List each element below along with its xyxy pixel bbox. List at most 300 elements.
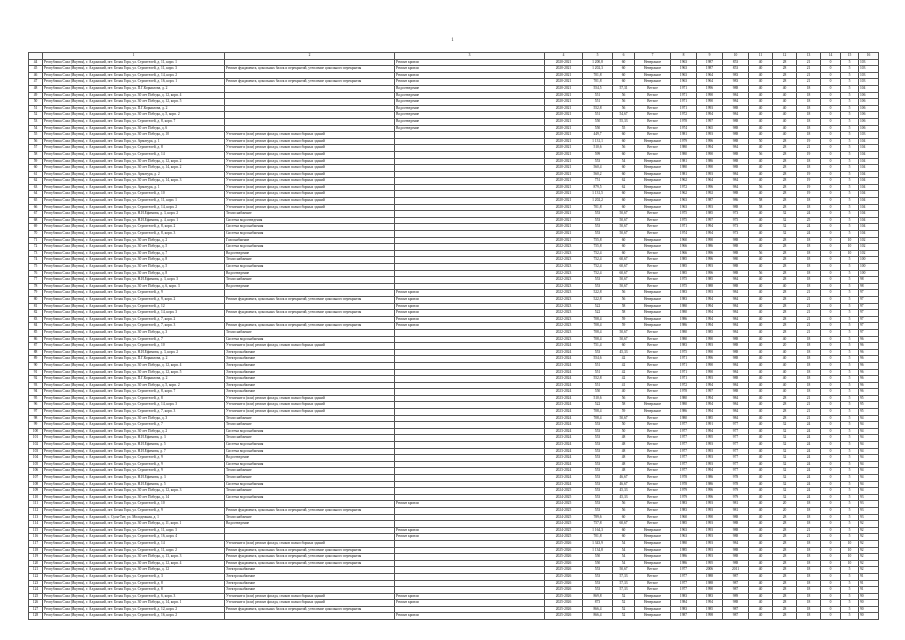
table-cell: 40 [749, 409, 773, 416]
table-cell: Республика Саха (Якутия), г. Алданский, пгт. Белая Гора, ул. Строителей, д. 8, корп. 7 [43, 118, 225, 125]
table-cell: 40 [749, 310, 773, 317]
table-cell: 40 [749, 132, 773, 139]
table-cell: 553 [583, 580, 613, 587]
table-cell: Теплоснабжение [225, 488, 395, 495]
table-cell [225, 105, 395, 112]
table-cell: Республика Саха (Якутия), г. Алданский, пгт. Белая Гора, ул. Н.И.Ефимова, д. 3 [43, 475, 225, 482]
table-cell: 553 [583, 587, 613, 594]
table-row [29, 264, 879, 271]
table-cell: 708,4 [583, 336, 613, 343]
table-cell: 98 [859, 277, 879, 284]
table-cell: 98 [29, 415, 43, 422]
table-cell: 5 [841, 257, 859, 264]
table-cell: Ветхое [635, 217, 671, 224]
table-cell: 28 [773, 395, 797, 402]
table-cell: 50,67 [613, 224, 635, 231]
table-cell: Ветхое [635, 151, 671, 158]
table-cell: 988 [723, 547, 749, 554]
table-cell: 984 [723, 99, 749, 106]
table-cell: 1980 [671, 329, 697, 336]
table-row [29, 369, 879, 376]
table-cell: 104 [859, 184, 879, 191]
table-cell: 93 [859, 514, 879, 521]
table-cell: Ветхое [635, 455, 671, 462]
table-cell: 0 [821, 270, 841, 277]
table-cell: Республика Саха (Якутия), г. Алданский, пгт. Белая Гора, ул. Строителей, д. 10 [43, 191, 225, 198]
table-cell: 2020-2021 [545, 92, 583, 99]
table-cell: Утепление и (или) ремонт фасада, стыков полносборных зданий [225, 402, 395, 409]
table-cell: 40 [749, 165, 773, 172]
table-cell: Ремонт кровли [395, 290, 545, 297]
table-cell: 0 [821, 224, 841, 231]
table-cell: 0 [821, 389, 841, 396]
table-cell: 5 [841, 198, 859, 205]
table-cell: 40 [749, 501, 773, 508]
table-cell: 28 [773, 165, 797, 172]
table-cell [395, 138, 545, 145]
table-cell: 2020-2021 [545, 204, 583, 211]
table-cell: 0 [821, 356, 841, 363]
table-cell [395, 521, 545, 528]
table-cell: 5 [841, 521, 859, 528]
table-cell: 5 [841, 362, 859, 369]
table-cell: 1984 [671, 600, 697, 607]
table-cell: 5 [841, 99, 859, 106]
table-cell: 40 [749, 587, 773, 594]
table-cell: 88 [29, 349, 43, 356]
table-cell: 5 [841, 356, 859, 363]
table-cell: 1993 [697, 455, 723, 462]
table-row [29, 191, 879, 198]
table-cell: Республика Саха (Якутия), г. Алданский, пгт. Белая Гора, ул. 30 лет Победы, д. 12, корп. 5 [43, 369, 225, 376]
table-cell: 40 [773, 336, 797, 343]
table-cell: 1983 [671, 296, 697, 303]
table-cell: 984 [723, 540, 749, 547]
table-cell: 0 [821, 376, 841, 383]
table-cell: Республика Саха (Якутия), г. Алданский, пгт. Белая Гора, ул. Строителей, д. 14, корп. 3 [43, 310, 225, 317]
table-cell: 984 [723, 277, 749, 284]
table-cell: 97 [859, 296, 879, 303]
table-cell: Невержное [635, 178, 671, 185]
table-cell: 1971 [671, 105, 697, 112]
table-cell: 117 [29, 540, 43, 547]
table-cell: 2023-2024 [545, 468, 583, 475]
table-cell: 40 [749, 468, 773, 475]
table-cell: Ветхое [635, 488, 671, 495]
table-cell: Республика Саха (Якутия), г. Алданский, пгт. Белая Гора, ул. Строителей, д. 9 [43, 468, 225, 475]
table-cell: 2023-2024 [545, 481, 583, 488]
table-cell: 60,67 [613, 257, 635, 264]
table-cell: Республика Саха (Якутия), г. Алданский, пгт. Белая Гора, ул. Строителей, д. 8 [43, 395, 225, 402]
table-cell: 984 [723, 296, 749, 303]
table-cell: 103 [29, 448, 43, 455]
table-cell: 60 [613, 204, 635, 211]
table-cell: 1997 [697, 217, 723, 224]
table-cell: 5 [841, 211, 859, 218]
table-cell: Республика Саха (Якутия), г. Алданский, пгт. Белая Гора, ул. Строителей, д. 14 [43, 151, 225, 158]
table-cell: 0 [821, 329, 841, 336]
table-cell: Водоотведение [225, 250, 395, 257]
table-cell: 2006 [697, 567, 723, 574]
table-cell: 40 [773, 356, 797, 363]
table-cell: 701,8 [583, 79, 613, 86]
table-cell: 28 [773, 606, 797, 613]
table-cell: Республика Саха (Якутия), г. Алданский, пгт. Белая Гора, ул. 30 лет Победы, д. 11, корп. 1 [43, 521, 225, 528]
table-cell: Ремонт фундамента, цокольных балок и перекрытий, утепление цокольного перекрытия [225, 560, 395, 567]
table-cell: 28 [773, 613, 797, 620]
table-cell: 106 [859, 125, 879, 132]
table-cell: 1990 [697, 349, 723, 356]
table-cell: 24 [797, 211, 821, 218]
table-cell: 980 [723, 257, 749, 264]
table-cell [395, 567, 545, 574]
table-cell: 2023-2024 [545, 376, 583, 383]
table-cell: 75 [29, 264, 43, 271]
table-cell: 50,67 [613, 231, 635, 238]
table-cell: 1962 [671, 191, 697, 198]
table-cell: 96 [859, 389, 879, 396]
table-cell [395, 336, 545, 343]
table-cell: 59 [613, 323, 635, 330]
table-cell: 18 [797, 105, 821, 112]
table-row [29, 547, 879, 554]
table-cell: 0 [821, 191, 841, 198]
table-cell: 60,67 [613, 521, 635, 528]
table-cell: 973 [723, 224, 749, 231]
table-cell: 28 [773, 593, 797, 600]
table-cell: Утепление и (или) ремонт фасада, стыков полносборных зданий [225, 184, 395, 191]
table-cell: 2020-2021 [545, 184, 583, 191]
table-cell [395, 540, 545, 547]
table-cell [395, 191, 545, 198]
table-cell: 28 [773, 310, 797, 317]
table-cell: 100 [29, 428, 43, 435]
table-cell: Невержное [635, 310, 671, 317]
table-cell: 28 [773, 184, 797, 191]
table-cell: Ветхое [635, 501, 671, 508]
table-cell: 553 [583, 455, 613, 462]
table-cell: 58 [749, 198, 773, 205]
table-cell: 48 [613, 455, 635, 462]
column-number-cell: 13 [797, 53, 821, 60]
table-cell: 94 [859, 442, 879, 449]
table-cell: 0 [821, 264, 841, 271]
table-cell: 0 [821, 422, 841, 429]
table-cell: 57 [29, 145, 43, 152]
table-cell: 0 [821, 369, 841, 376]
table-cell: 40 [749, 349, 773, 356]
table-cell: 553 [583, 488, 613, 495]
table-cell: Невержное [635, 316, 671, 323]
table-cell: 988 [723, 283, 749, 290]
table-cell: Система водоснабжения [225, 428, 395, 435]
table-cell: 60 [613, 165, 635, 172]
table-cell: 0 [821, 600, 841, 607]
table-cell: Ветхое [635, 356, 671, 363]
table-cell: Система водоотведения [225, 217, 395, 224]
table-cell: 987 [723, 613, 749, 620]
table-cell: 984 [723, 112, 749, 119]
table-cell: 59 [613, 316, 635, 323]
table-cell: 988 [723, 356, 749, 363]
table-cell: 1971 [671, 99, 697, 106]
table-cell: Теплоснабжение [225, 468, 395, 475]
table-cell: 2024-2025 [545, 494, 583, 501]
table-cell: 45 [29, 66, 43, 73]
table-cell: Республика Саха (Якутия), г. Алданский, пгт. Белая Гора, ул. П.Г.Корнилова, д. 2 [43, 105, 225, 112]
table-cell: Республика Саха (Якутия), г. Алданский, пгт. Белая Гора, ул. Строителей, д. 9 [43, 455, 225, 462]
table-row [29, 488, 879, 495]
table-cell [395, 455, 545, 462]
table-cell: 18 [797, 85, 821, 92]
table-cell: 981 [723, 507, 749, 514]
table-cell: Система водоснабжения [225, 442, 395, 449]
table-cell: 2025-2026 [545, 567, 583, 574]
table-cell: 853 [723, 66, 749, 73]
table-cell: 553 [583, 224, 613, 231]
table-cell: 21 [797, 323, 821, 330]
table-cell: 989 [723, 593, 749, 600]
table-cell: 2022-2023 [545, 257, 583, 264]
table-cell: Ремонт фундамента, цокольных балок и перекрытий, утепление цокольного перекрытия [225, 507, 395, 514]
table-cell: 1985 [697, 415, 723, 422]
table-cell: 2022-2023 [545, 283, 583, 290]
table-cell: 41 [613, 382, 635, 389]
table-cell: 89 [29, 356, 43, 363]
table-cell: 1 134,8 [583, 547, 613, 554]
table-cell [395, 165, 545, 172]
table-cell: 56 [613, 501, 635, 508]
table-cell: Водоотведение [395, 112, 545, 119]
table-cell: 40 [749, 521, 773, 528]
table-row [29, 435, 879, 442]
table-cell: 2025-2026 [545, 580, 583, 587]
table-cell: 1994 [697, 224, 723, 231]
table-cell: 93 [859, 507, 879, 514]
table-cell: 56 [613, 290, 635, 297]
table-cell: Ветхое [635, 494, 671, 501]
table-cell: 40 [749, 66, 773, 73]
table-cell: 90 [859, 613, 879, 620]
table-cell: 1993 [697, 501, 723, 508]
table-cell: 5 [841, 527, 859, 534]
table-cell: 40 [749, 527, 773, 534]
table-cell: 104 [859, 158, 879, 165]
column-number-cell: 16 [859, 53, 879, 60]
table-cell: Невержное [635, 303, 671, 310]
table-cell: 28 [773, 270, 797, 277]
table-cell: 94 [859, 468, 879, 475]
table-cell: 65 [29, 198, 43, 205]
table-cell: 40 [773, 99, 797, 106]
table-cell: 1997 [697, 389, 723, 396]
table-cell: 0 [821, 323, 841, 330]
table-cell: 60 [613, 171, 635, 178]
table-cell: 1977 [671, 422, 697, 429]
table-cell: 104 [859, 178, 879, 185]
table-cell: 56 [749, 151, 773, 158]
table-cell: 50,67 [613, 415, 635, 422]
table-cell: 1990 [697, 362, 723, 369]
table-cell: 28 [773, 66, 797, 73]
table-cell: 40 [749, 356, 773, 363]
table-cell: 94 [859, 488, 879, 495]
table-cell: Система водоснабжения [225, 336, 395, 343]
table-row [29, 217, 879, 224]
table-cell: 57,33 [613, 587, 635, 594]
table-cell: 32 [773, 442, 797, 449]
table-row [29, 606, 879, 613]
table-cell: 40 [749, 448, 773, 455]
table-cell: 54 [613, 158, 635, 165]
table-cell: 2022-2023 [545, 264, 583, 271]
table-cell: 21 [797, 290, 821, 297]
table-cell: 10 [841, 250, 859, 257]
table-cell: 1963 [671, 534, 697, 541]
table-cell: 40 [749, 382, 773, 389]
table-cell: 40 [749, 540, 773, 547]
table-cell: 24 [797, 422, 821, 429]
table-cell: 984 [723, 323, 749, 330]
table-cell: 5 [841, 151, 859, 158]
table-cell: 1980 [671, 151, 697, 158]
table-cell: 106 [859, 105, 879, 112]
table-cell: 119 [29, 554, 43, 561]
table-cell: 97 [859, 323, 879, 330]
table-cell: Ветхое [635, 382, 671, 389]
table-cell: Невержное [635, 409, 671, 416]
table-cell: Ремонт кровли [395, 527, 545, 534]
table-cell: 0 [821, 290, 841, 297]
table-cell: 114 [29, 521, 43, 528]
table-cell: 984 [723, 395, 749, 402]
table-cell: 1985 [671, 270, 697, 277]
table-cell: 987 [723, 587, 749, 594]
table-cell: 2020-2021 [545, 85, 583, 92]
table-cell: 40 [749, 343, 773, 350]
table-cell: 978 [723, 481, 749, 488]
table-cell: 0 [821, 606, 841, 613]
table-cell: 1991 [697, 422, 723, 429]
table-cell [395, 198, 545, 205]
table-cell: 18 [797, 560, 821, 567]
table-cell: 2022-2023 [545, 310, 583, 317]
table-cell: 28 [773, 237, 797, 244]
table-cell: 40 [749, 303, 773, 310]
table-cell: Республика Саха (Якутия), г. Алданский, пгт. Белая Гора, ул. Строителей, д. 11, корп. 1 [43, 198, 225, 205]
table-cell: 5 [841, 296, 859, 303]
table-cell: 50 [613, 422, 635, 429]
table-cell: 28 [773, 296, 797, 303]
table-cell: 2023-2024 [545, 455, 583, 462]
table-cell: 32 [773, 448, 797, 455]
table-cell: 40 [749, 573, 773, 580]
table-cell: 1980 [671, 540, 697, 547]
table-cell: Невержное [635, 527, 671, 534]
table-cell: 28 [773, 540, 797, 547]
table-cell: Ветхое [635, 389, 671, 396]
table-cell: Республика Саха (Якутия), г. Алданский, пгт. Белая Гора, ул. Строителей, д. 16, корп. 1 [43, 79, 225, 86]
table-cell: 40 [749, 422, 773, 429]
table-cell: 60 [613, 151, 635, 158]
table-cell: 984 [723, 382, 749, 389]
table-cell: 2022-2023 [545, 303, 583, 310]
table-cell: 2020-2021 [545, 224, 583, 231]
table-cell: 48 [613, 435, 635, 442]
table-cell [225, 85, 395, 92]
table-cell: Невержное [635, 191, 671, 198]
table-cell: Ветхое [635, 270, 671, 277]
table-cell: Ветхое [635, 92, 671, 99]
table-cell: 510,6 [583, 145, 613, 152]
table-cell: 983 [723, 72, 749, 79]
table-cell [395, 514, 545, 521]
table-cell: Невержное [635, 593, 671, 600]
table-cell: 5 [841, 79, 859, 86]
table-cell: 40 [749, 257, 773, 264]
table-cell: 68 [29, 217, 43, 224]
table-cell: 40 [773, 92, 797, 99]
table-cell: 18 [797, 132, 821, 139]
table-cell: Система водоснабжения [225, 231, 395, 238]
table-cell [395, 356, 545, 363]
table-cell: 1996 [697, 494, 723, 501]
table-cell: 40 [773, 112, 797, 119]
table-cell: 40 [749, 118, 773, 125]
table-cell: 1977 [671, 442, 697, 449]
table-cell: 50,67 [613, 211, 635, 218]
table-cell: 5 [841, 59, 859, 66]
table-cell: 56 [613, 99, 635, 106]
table-cell: 984 [723, 178, 749, 185]
table-cell: 0 [821, 527, 841, 534]
table-cell: 60,67 [613, 264, 635, 271]
table-cell: 62 [613, 178, 635, 185]
table-cell: Невержное [635, 560, 671, 567]
table-cell: 28 [773, 191, 797, 198]
table-cell: 109 [29, 488, 43, 495]
table-cell: 2020-2021 [545, 237, 583, 244]
table-cell: 5 [841, 567, 859, 574]
table-cell: Республика Саха (Якутия), г. Алданский, пгт. Белая Гора, ул. Строителей, д. 14 [43, 540, 225, 547]
table-cell: 24 [797, 435, 821, 442]
table-cell: Республика Саха (Якутия), г. Алданский, пгт. Белая Гора, ул. Строителей, д. 9 [43, 290, 225, 297]
table-cell: 986 [723, 198, 749, 205]
table-cell: 55 [613, 125, 635, 132]
table-cell [395, 415, 545, 422]
table-cell: 0 [821, 303, 841, 310]
table-cell: 1979 [671, 138, 697, 145]
table-cell: 1960 [671, 237, 697, 244]
table-cell [395, 145, 545, 152]
table-cell: Ветхое [635, 224, 671, 231]
table-cell: 50,67 [613, 329, 635, 336]
table-cell: 1990 [697, 587, 723, 594]
table-cell: 0 [821, 613, 841, 620]
table-cell: 0 [821, 184, 841, 191]
table-cell: 28 [773, 171, 797, 178]
table-cell: Ремонт кровли [395, 303, 545, 310]
table-cell: 752,4 [583, 270, 613, 277]
table-cell: 10 [841, 244, 859, 251]
table-cell: 0 [821, 514, 841, 521]
table-cell: 984 [723, 310, 749, 317]
table-row [29, 349, 879, 356]
table-cell: 19 [797, 171, 821, 178]
table-cell [225, 59, 395, 66]
table-cell: 5 [841, 92, 859, 99]
table-cell: Республика Саха (Якутия), г. Алданский, пгт. Белая Гора, ул. Строителей, д. 11, корп. 3 [43, 527, 225, 534]
